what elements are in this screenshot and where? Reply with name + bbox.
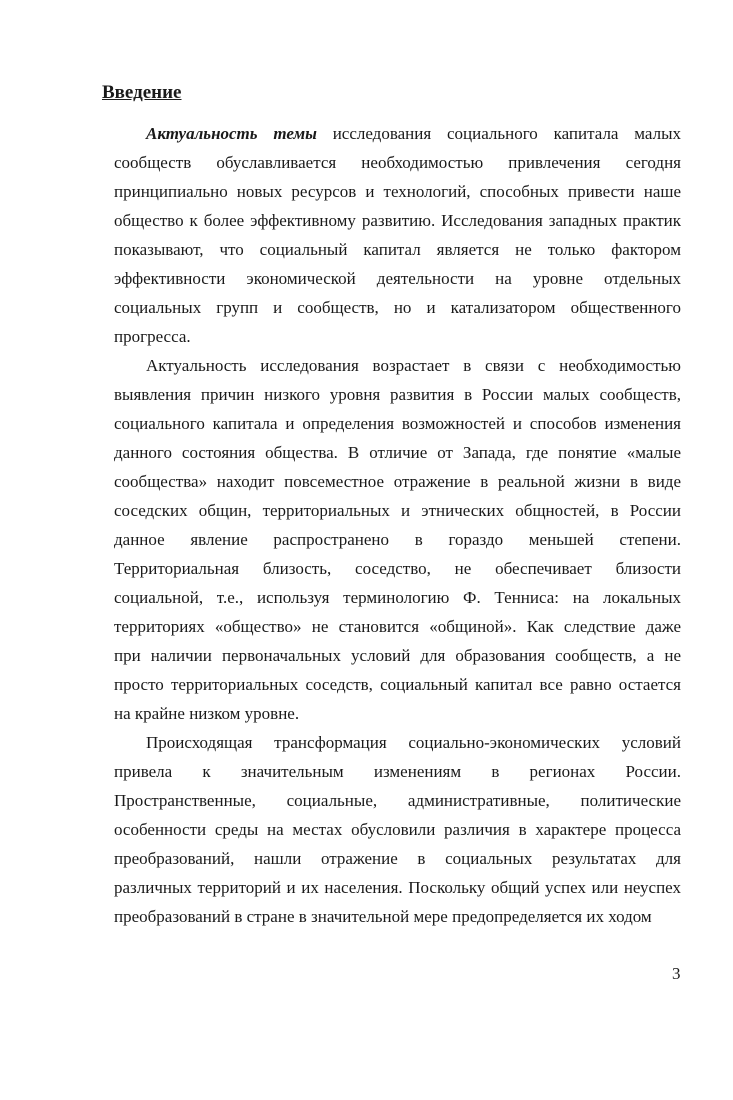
text-line: различных территорий и их населения. Поскольку общий успех или неуспех [114, 878, 681, 897]
paragraph [114, 351, 681, 728]
text-line: показывают, что социальный капитал является не только фактором [114, 240, 681, 259]
text-line: просто территориальных соседств, социальный капитал все равно остается [114, 675, 681, 694]
text-line: Происходящая трансформация социально-экономических условий [146, 733, 681, 752]
text-line: особенности среды на местах обусловили различия в характере процесса [114, 820, 681, 839]
text-line: выявления причин низкого уровня развития в России малых сообществ, [114, 385, 681, 404]
text-line: общество к более эффективному развитию. Исследования западных практик [114, 211, 681, 230]
text-line [114, 119, 681, 148]
text-line: преобразований в стране в значительной мере предопределяется их ходом [114, 907, 652, 926]
text-line: социальных групп и сообществ, но и катализатором общественного [114, 298, 681, 317]
text-line: сообщества» находит повсеместное отражение в реальной жизни в виде [114, 472, 681, 491]
text-line: на крайне низком уровне. [114, 704, 300, 723]
emphasized-lead: Актуальность темы [146, 124, 317, 143]
text-line: преобразований, нашли отражение в социальных результатах для [114, 849, 681, 868]
text-line: данного состояния общества. В отличие от Запада, где понятие «малые [114, 443, 681, 462]
text-line: Пространственные, социальные, административные, политические [114, 791, 681, 810]
text-line: эффективности экономической деятельности на уровне отдельных [114, 269, 681, 288]
text-line: привела к значительным изменениям в регионах России. [114, 762, 681, 781]
text-line: социального капитала и определения возможностей и способов изменения [114, 414, 681, 433]
text-line: сообществ обуславливается необходимостью привлечения сегодня [114, 153, 681, 172]
text-line: прогресса. [114, 327, 191, 346]
page-number: 3 [672, 964, 681, 983]
text-line: соседских общин, территориальных и этнических общностей, в России [114, 501, 681, 520]
document-body [114, 119, 681, 931]
text-line: социальной, т.е., используя терминологию Ф. Тенниса: на локальных [114, 588, 681, 607]
text-line: при наличии первоначальных условий для образования сообществ, а не [114, 646, 681, 665]
text-line: территориях «общество» не становится «общиной». Как следствие даже [114, 617, 681, 636]
text-line-rest: исследования социального капитала малых [316, 124, 682, 143]
text-line: данное явление распространено в гораздо меньшей степени. [114, 530, 681, 549]
text-line: принципиально новых ресурсов и технологий, способных привести наше [114, 182, 681, 201]
text-line: Актуальность исследования возрастает в связи с необходимостью [146, 356, 681, 375]
paragraph [114, 119, 681, 351]
paragraph [114, 728, 681, 931]
section-heading: Введение [102, 82, 182, 103]
text-line: Территориальная близость, соседство, не обеспечивает близости [114, 559, 681, 578]
